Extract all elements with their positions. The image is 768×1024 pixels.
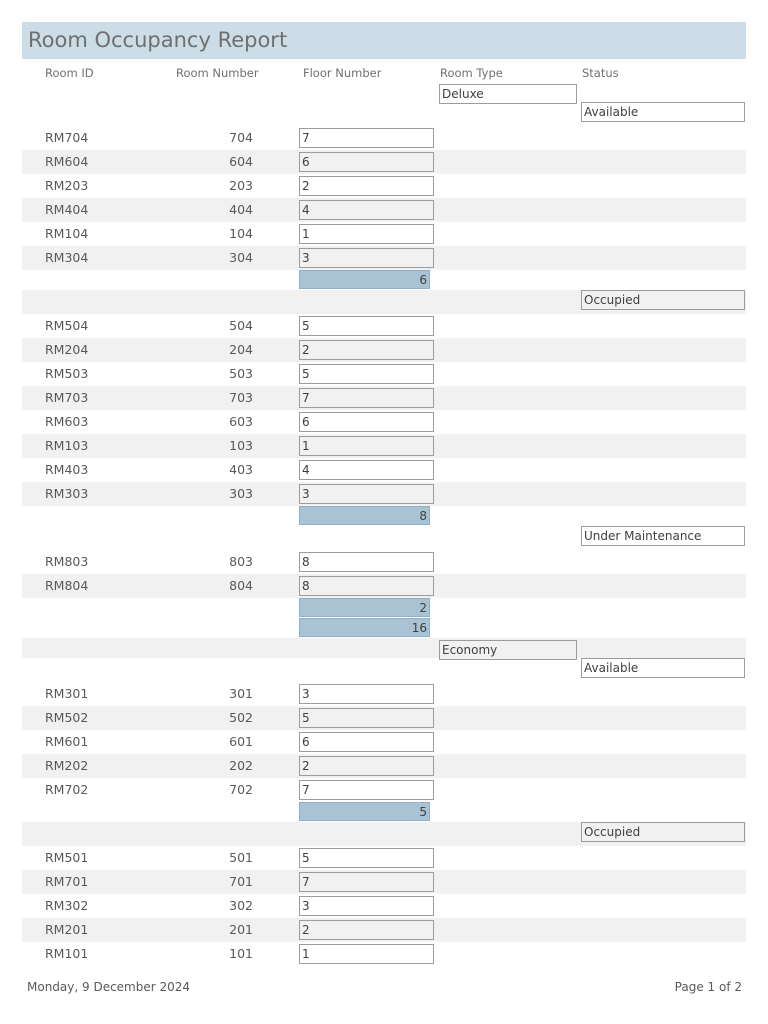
room-id-cell: RM203 (45, 178, 89, 193)
table-row (22, 362, 746, 386)
table-row (22, 198, 746, 222)
floor-number-field: 6 (299, 732, 434, 752)
room-id-cell: RM202 (45, 758, 89, 773)
room-id-cell: RM603 (45, 414, 89, 429)
table-row (22, 222, 746, 246)
column-header-room-id: Room ID (45, 66, 94, 80)
room-type-group-header (22, 82, 746, 102)
room-number-cell: 201 (229, 922, 253, 937)
room-id-cell: RM101 (45, 946, 89, 961)
room-number-cell: 803 (229, 554, 253, 569)
floor-number-field: 7 (299, 872, 434, 892)
room-number-cell: 501 (229, 850, 253, 865)
room-id-cell: RM404 (45, 202, 89, 217)
room-type-count-total: 16 (299, 618, 430, 637)
table-row (22, 754, 746, 778)
room-id-cell: RM302 (45, 898, 89, 913)
status-subtotal-row (22, 506, 746, 526)
room-id-cell: RM103 (45, 438, 89, 453)
room-number-cell: 604 (229, 154, 253, 169)
status-field: Available (581, 102, 745, 122)
floor-number-field: 1 (299, 944, 434, 964)
room-id-cell: RM704 (45, 130, 89, 145)
floor-number-field: 5 (299, 364, 434, 384)
room-id-cell: RM503 (45, 366, 89, 381)
room-id-cell: RM702 (45, 782, 89, 797)
room-id-cell: RM803 (45, 554, 89, 569)
status-subtotal-row (22, 802, 746, 822)
room-number-cell: 204 (229, 342, 253, 357)
table-row (22, 846, 746, 870)
room-number-cell: 701 (229, 874, 253, 889)
floor-number-field: 2 (299, 176, 434, 196)
room-number-cell: 503 (229, 366, 253, 381)
table-row (22, 870, 746, 894)
table-row (22, 894, 746, 918)
room-number-cell: 203 (229, 178, 253, 193)
room-id-cell: RM301 (45, 686, 89, 701)
floor-number-field: 6 (299, 412, 434, 432)
table-row (22, 550, 746, 574)
floor-number-field: 3 (299, 684, 434, 704)
room-id-cell: RM604 (45, 154, 89, 169)
footer-page-number: Page 1 of 2 (674, 980, 742, 994)
room-id-cell: RM304 (45, 250, 89, 265)
room-number-cell: 101 (229, 946, 253, 961)
room-number-cell: 202 (229, 758, 253, 773)
room-number-cell: 302 (229, 898, 253, 913)
floor-number-field: 1 (299, 436, 434, 456)
room-number-cell: 103 (229, 438, 253, 453)
status-field: Available (581, 658, 745, 678)
room-number-cell: 301 (229, 686, 253, 701)
floor-number-field: 7 (299, 128, 434, 148)
room-number-cell: 702 (229, 782, 253, 797)
room-type-total-row (22, 618, 746, 638)
status-count-total: 6 (299, 270, 430, 289)
room-number-cell: 704 (229, 130, 253, 145)
table-row (22, 730, 746, 754)
room-number-cell: 403 (229, 462, 253, 477)
table-row (22, 434, 746, 458)
room-number-cell: 404 (229, 202, 253, 217)
room-id-cell: RM703 (45, 390, 89, 405)
floor-number-field: 2 (299, 756, 434, 776)
table-row (22, 458, 746, 482)
floor-number-field: 8 (299, 552, 434, 572)
column-header-room-type: Room Type (440, 66, 503, 80)
room-id-cell: RM204 (45, 342, 89, 357)
room-id-cell: RM502 (45, 710, 89, 725)
status-field: Occupied (581, 822, 745, 842)
floor-number-field: 5 (299, 708, 434, 728)
floor-number-field: 5 (299, 848, 434, 868)
room-type-group-header (22, 638, 746, 658)
floor-number-field: 4 (299, 200, 434, 220)
floor-number-field: 2 (299, 340, 434, 360)
room-id-cell: RM403 (45, 462, 89, 477)
floor-number-field: 7 (299, 780, 434, 800)
floor-number-field: 2 (299, 920, 434, 940)
status-count-total: 5 (299, 802, 430, 821)
room-number-cell: 601 (229, 734, 253, 749)
footer-date: Monday, 9 December 2024 (27, 980, 191, 994)
report-title: Room Occupancy Report (28, 28, 288, 52)
table-row (22, 706, 746, 730)
table-row (22, 126, 746, 150)
status-group-header (22, 102, 746, 126)
table-row (22, 174, 746, 198)
floor-number-field: 7 (299, 388, 434, 408)
table-row (22, 942, 746, 966)
table-row (22, 338, 746, 362)
table-row (22, 410, 746, 434)
room-id-cell: RM504 (45, 318, 89, 333)
table-row (22, 314, 746, 338)
floor-number-field: 1 (299, 224, 434, 244)
table-row (22, 246, 746, 270)
column-header-floor-number: Floor Number (303, 66, 382, 80)
room-id-cell: RM601 (45, 734, 89, 749)
status-count-total: 8 (299, 506, 430, 525)
floor-number-field: 3 (299, 896, 434, 916)
table-row (22, 386, 746, 410)
room-id-cell: RM701 (45, 874, 89, 889)
room-number-cell: 504 (229, 318, 253, 333)
table-row (22, 482, 746, 506)
floor-number-field: 3 (299, 484, 434, 504)
report-title-bar (22, 22, 746, 59)
status-group-header (22, 822, 746, 846)
floor-number-field: 6 (299, 152, 434, 172)
status-group-header (22, 658, 746, 682)
table-row (22, 778, 746, 802)
room-id-cell: RM804 (45, 578, 89, 593)
status-group-header (22, 290, 746, 314)
room-number-cell: 104 (229, 226, 253, 241)
room-number-cell: 703 (229, 390, 253, 405)
status-field: Under Maintenance (581, 526, 745, 546)
floor-number-field: 4 (299, 460, 434, 480)
floor-number-field: 3 (299, 248, 434, 268)
room-type-field: Deluxe (439, 84, 577, 104)
column-header-room-number: Room Number (176, 66, 259, 80)
room-type-field: Economy (439, 640, 577, 660)
column-header-status: Status (582, 66, 619, 80)
status-group-header (22, 526, 746, 550)
status-field: Occupied (581, 290, 745, 310)
room-number-cell: 304 (229, 250, 253, 265)
floor-number-field: 5 (299, 316, 434, 336)
table-row (22, 150, 746, 174)
floor-number-field: 8 (299, 576, 434, 596)
room-id-cell: RM303 (45, 486, 89, 501)
room-id-cell: RM501 (45, 850, 89, 865)
room-number-cell: 303 (229, 486, 253, 501)
table-row (22, 574, 746, 598)
table-row (22, 918, 746, 942)
room-id-cell: RM104 (45, 226, 89, 241)
status-subtotal-row (22, 598, 746, 618)
status-subtotal-row (22, 270, 746, 290)
room-number-cell: 804 (229, 578, 253, 593)
room-id-cell: RM201 (45, 922, 89, 937)
room-number-cell: 603 (229, 414, 253, 429)
status-count-total: 2 (299, 598, 430, 617)
table-row (22, 682, 746, 706)
room-number-cell: 502 (229, 710, 253, 725)
